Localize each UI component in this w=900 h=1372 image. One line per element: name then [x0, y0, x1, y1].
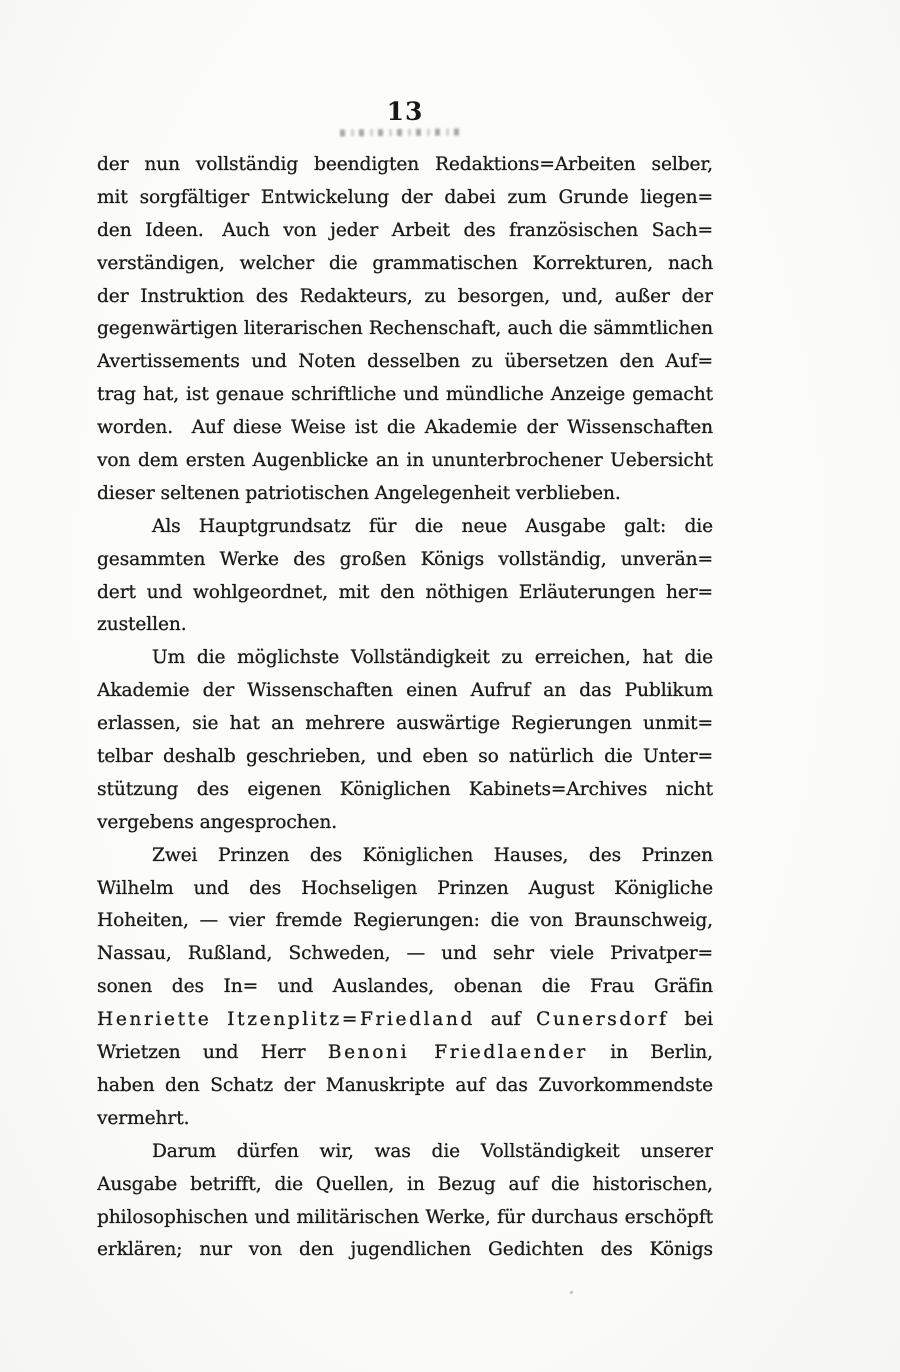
text-line [97, 675, 713, 708]
text-line [97, 1037, 713, 1070]
text-line [97, 313, 713, 346]
line-text: gegenwärtigen literarischen Rechenschaft, auch die sämmtlichen [97, 318, 713, 340]
text-line [97, 1136, 713, 1169]
text-line [97, 544, 713, 577]
line-text: sonen des In= und Auslandes, obenan die Frau Gräfin [97, 976, 713, 998]
line-text: Hoheiten, — vier fremde Regierungen: die von Braunschweig, [97, 910, 713, 932]
line-text: worden. Auf diese Weise ist die Akademie der Wissenschaften [97, 417, 713, 439]
text-line [97, 1070, 713, 1103]
line-text: Ausgabe betrifft, die Quellen, in Bezug auf die historischen, [97, 1173, 713, 1195]
line-text: der nun vollständig beendigten Redaktions=Arbeiten selber, [97, 154, 713, 175]
text-line [97, 774, 713, 807]
text-line [97, 215, 713, 248]
line-text: gesammten Werke des großen Königs vollständig, unverän= [97, 548, 713, 570]
line-text: vergebens angesprochen. [97, 811, 338, 833]
line-text: der Instruktion des Redakteurs, zu besorgen, und, außer der [97, 285, 713, 307]
spaced-name-text: Itzenplitz=Friedland [227, 1009, 475, 1031]
spaced-name-text: Benoni Friedlaender [327, 1042, 588, 1064]
line-text: dert und wohlgeordnet, mit den nöthigen Erläuterungen her= [97, 581, 713, 603]
text-line [97, 1169, 713, 1202]
text-line [97, 708, 713, 741]
text-line [97, 873, 713, 906]
text-line [97, 478, 713, 511]
line-text: in Berlin, [587, 1042, 713, 1064]
text-line [97, 840, 713, 873]
text-line [97, 511, 713, 544]
text-line [97, 1103, 713, 1136]
line-text: Als Hauptgrundsatz für die neue Ausgabe galt: die [152, 515, 713, 537]
text-line [97, 379, 713, 412]
text-line [97, 1004, 713, 1037]
line-text: auf [474, 1009, 537, 1031]
line-text: dieser seltenen patriotischen Angelegenheit verblieben. [97, 482, 621, 504]
line-text: Nassau, Rußland, Schweden, — und sehr viele Privatper= [97, 943, 713, 965]
line-text [211, 1009, 227, 1030]
text-line [97, 445, 713, 478]
text-line [97, 807, 713, 840]
text-line [97, 577, 713, 610]
line-text: Darum dürfen wir, was die Vollständigkeit unserer [152, 1140, 713, 1162]
line-text: bei [668, 1009, 713, 1031]
text-line [97, 346, 713, 379]
line-text: Wrietzen und Herr [97, 1042, 328, 1064]
line-text: haben den Schatz der Manuskripte auf das Zuvorkommendste [97, 1074, 713, 1096]
line-text: Avertissements und Noten desselben zu übersetzen den Auf= [97, 351, 713, 373]
text-line [97, 281, 713, 314]
line-text: Zwei Prinzen des Königlichen Hauses, des Prinzen [152, 844, 713, 866]
text-line [97, 905, 713, 938]
text-line [97, 609, 713, 642]
line-text: stützung des eigenen Königlichen Kabinets=Archives nicht [97, 778, 713, 800]
line-text: Wilhelm und des Hochseligen Prinzen August Königliche [97, 877, 713, 899]
text-line [97, 642, 713, 675]
text-line [97, 1202, 713, 1235]
line-text: zustellen. [97, 614, 187, 636]
text-line [97, 741, 713, 774]
text-line [97, 1234, 713, 1267]
line-text: mit sorgfältiger Entwickelung der dabei zum Grunde liegen= [97, 186, 713, 208]
line-text: telbar deshalb geschrieben, und eben so natürlich die Unter= [97, 746, 713, 768]
line-text: Um die möglichste Vollständigkeit zu erreichen, hat die [152, 647, 713, 669]
line-text: erklären; nur von den jugendlichen Gedichten des Königs [97, 1239, 713, 1261]
text-line [97, 971, 713, 1004]
line-text: verständigen, welcher die grammatischen Korrekturen, nach [97, 252, 713, 274]
ink-smudge-artifact [340, 128, 460, 136]
text-line [97, 149, 713, 182]
spaced-name-text: Cunersdorf [536, 1009, 669, 1031]
spaced-name-text: Henriette [97, 1009, 212, 1031]
page-number: 13 [386, 97, 424, 126]
text-line [97, 938, 713, 971]
text-line [97, 182, 713, 215]
text-line [97, 412, 713, 445]
body-text [97, 149, 713, 1267]
line-text: den Ideen. Auch von jeder Arbeit des französischen Sach= [97, 219, 713, 241]
line-text: trag hat, ist genaue schriftliche und mündliche Anzeige gemacht [97, 384, 713, 406]
line-text: von dem ersten Augenblicke an in ununterbrochener Uebersicht [97, 450, 713, 472]
text-line [97, 248, 713, 281]
line-text: Akademie der Wissenschaften einen Aufruf an das Publikum [97, 680, 713, 702]
line-text: erlassen, sie hat an mehrere auswärtige Regierungen unmit= [97, 713, 713, 735]
line-text: vermehrt. [97, 1107, 190, 1129]
paper-speck [570, 1291, 573, 1294]
line-text: philosophischen und militärischen Werke, für durchaus erschöpft [97, 1206, 713, 1228]
